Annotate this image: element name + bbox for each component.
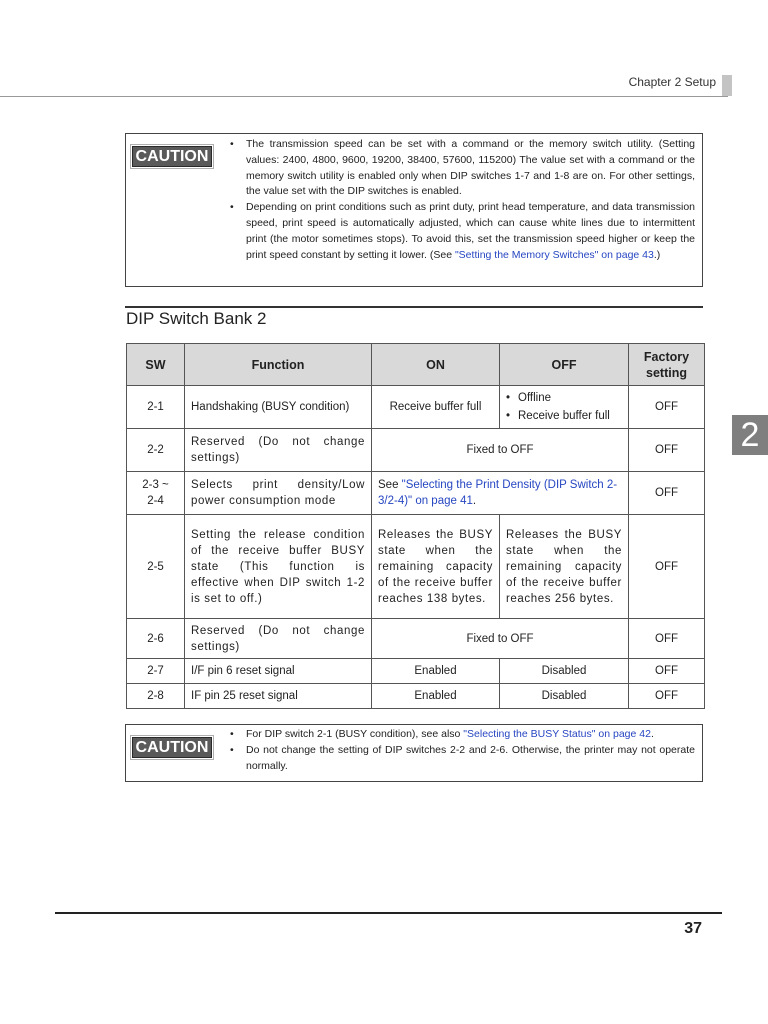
running-header: Chapter 2 Setup	[628, 75, 716, 89]
table-row	[127, 684, 705, 709]
cell-sw: 2-5	[127, 515, 185, 619]
cell-factory: OFF	[629, 515, 705, 619]
cell-text: .	[472, 495, 477, 507]
cell-on: Releases the BUSY state when the remaining capacity of the receive buffer reaches 138 bytes.	[372, 515, 500, 619]
cell-function: Reserved (Do not change settings)	[185, 619, 372, 659]
cell-sw: 2-6	[127, 619, 185, 659]
header-on: ON	[372, 344, 500, 386]
caution-box-top	[125, 133, 703, 287]
table-row	[127, 659, 705, 684]
caution-item: • The transmission speed can be set with a command or the memory switch utility. (Setting values: 2400, 4800, 9600, 19200, 38400, 57600, 115200) The value set with a command or the memory switch utility is enabled only when DIP switches 1-7 and 1-8 are on. For other settings, the value set with the DIP switches is enabled.	[228, 137, 695, 200]
cell-sw: 2-1	[127, 386, 185, 429]
section-rule	[125, 306, 703, 308]
cell-off	[500, 386, 629, 429]
section-title: DIP Switch Bank 2	[126, 309, 267, 328]
cell-factory: OFF	[629, 472, 705, 515]
cell-function: Handshaking (BUSY condition)	[185, 386, 372, 429]
table-row	[127, 515, 705, 619]
cell-on-off-merged	[372, 472, 629, 515]
cell-factory: OFF	[629, 429, 705, 472]
cell-sw-end: 2-4	[147, 495, 164, 507]
page-number: 37	[684, 920, 702, 937]
caution-badge: CAUTION	[132, 737, 212, 758]
cell-factory: OFF	[629, 386, 705, 429]
caution-list	[228, 137, 695, 263]
cell-factory: OFF	[629, 684, 705, 709]
cell-sw-start: 2-3 ~	[142, 479, 169, 491]
cell-factory: OFF	[629, 659, 705, 684]
caution-box-bottom	[125, 724, 703, 782]
caution-item	[228, 727, 695, 743]
cell-off: Releases the BUSY state when the remaining capacity of the receive buffer reaches 256 bytes.	[500, 515, 629, 619]
cell-off: Disabled	[500, 684, 629, 709]
cell-sw: 2-7	[127, 659, 185, 684]
cell-function: Reserved (Do not change settings)	[185, 429, 372, 472]
dip-switch-table	[126, 343, 705, 709]
table-row	[127, 472, 705, 515]
cross-reference-link[interactable]: "Setting the Memory Switches" on page 43	[454, 248, 654, 261]
caution-text: .)	[653, 248, 661, 261]
footer-rule	[55, 912, 722, 914]
cross-reference-link[interactable]: "Selecting the BUSY Status" on page 42	[463, 728, 651, 740]
caution-text: Depending on print conditions such as print duty, print head temperature, and data transmission speed, print speed is automatically adjusted, which can cause white lines due to intermittent print (the motor sometimes stops). To avoid this, set the transmission speed higher or keep the print speed constant by setting it lower. (See	[246, 201, 695, 261]
caution-item	[228, 200, 695, 263]
caution-list	[228, 727, 695, 774]
cell-function: Selects print density/Low power consumption mode	[185, 472, 372, 515]
cell-function: Setting the release condition of the receive buffer BUSY state (This function is effective when DIP switch 1-2 is set to off.)	[185, 515, 372, 619]
caution-text: For DIP switch 2-1 (BUSY condition), see also	[246, 728, 464, 740]
off-list-item: • Offline	[506, 389, 622, 407]
cell-on: Enabled	[372, 684, 500, 709]
off-list	[506, 389, 622, 425]
cell-function: I/F pin 6 reset signal	[185, 659, 372, 684]
chapter-tab: 2	[732, 415, 768, 455]
cell-on: Receive buffer full	[372, 386, 500, 429]
cell-sw: 2-8	[127, 684, 185, 709]
cell-sw	[127, 472, 185, 515]
header-rule	[0, 96, 728, 97]
header-tab-marker	[722, 75, 732, 96]
cell-sw: 2-2	[127, 429, 185, 472]
caution-badge: CAUTION	[132, 146, 212, 167]
table-row	[127, 429, 705, 472]
caution-item: • Do not change the setting of DIP switches 2-2 and 2-6. Otherwise, the printer may not operate normally.	[228, 743, 695, 775]
cell-text: See	[378, 479, 402, 491]
table-row	[127, 386, 705, 429]
table-row	[127, 619, 705, 659]
cell-factory: OFF	[629, 619, 705, 659]
table-header-row	[127, 344, 705, 386]
cell-off: Disabled	[500, 659, 629, 684]
header-factory-setting: Factory setting	[629, 344, 705, 386]
header-function: Function	[185, 344, 372, 386]
cross-reference-link[interactable]: "Selecting the Print Density (DIP Switch 2-3/2-4)" on page 41	[378, 479, 618, 507]
cell-on: Enabled	[372, 659, 500, 684]
cell-function: IF pin 25 reset signal	[185, 684, 372, 709]
header-sw: SW	[127, 344, 185, 386]
caution-text: .	[650, 728, 654, 740]
off-list-item: • Receive buffer full	[506, 407, 622, 425]
header-off: OFF	[500, 344, 629, 386]
cell-on-off-merged: Fixed to OFF	[372, 619, 629, 659]
cell-on-off-merged: Fixed to OFF	[372, 429, 629, 472]
